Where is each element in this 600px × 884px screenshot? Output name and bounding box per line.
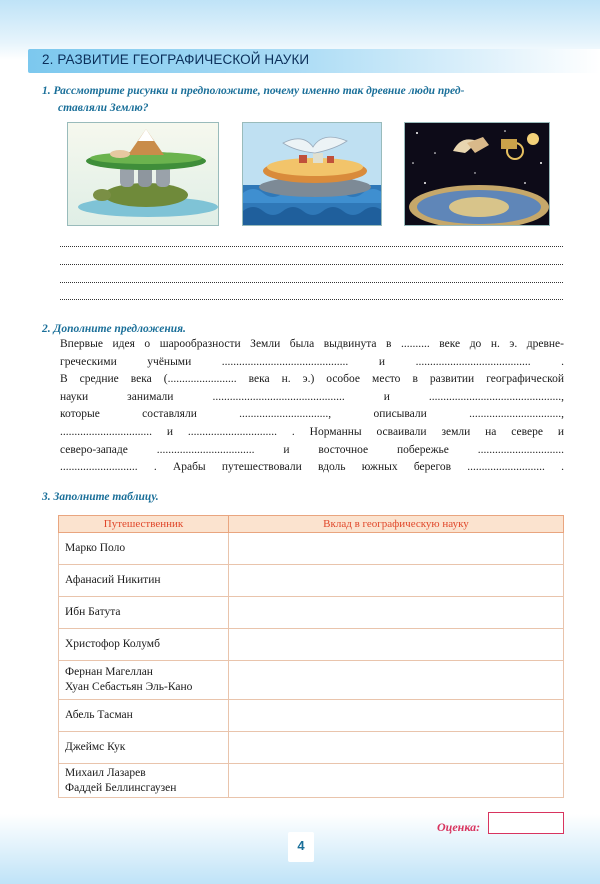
traveler-name xyxy=(59,533,229,565)
table-header-row xyxy=(59,516,564,533)
traveler-name-line1: Михаил Лазарев xyxy=(65,766,146,779)
task2-paragraph xyxy=(60,336,564,477)
task2-line: северо-западе .................................. и восточное побережье .............................. xyxy=(60,443,564,456)
task3-prompt xyxy=(42,489,572,506)
traveler-name-line1: Джеймс Кук xyxy=(65,741,126,753)
task2-line: В средние века (........................ века н. э.) особое место в развитии географической xyxy=(60,373,564,386)
traveler-name xyxy=(59,700,229,732)
table-row xyxy=(59,661,564,700)
traveler-name-line1: Фернан Магеллан xyxy=(65,666,153,678)
traveler-name xyxy=(59,565,229,597)
task2-line: ........................... . Арабы путешествовали вдоль южных берегов ........................... . xyxy=(60,461,564,474)
contribution-cell[interactable] xyxy=(229,700,564,732)
traveler-name xyxy=(59,661,229,700)
task3-number: 3. xyxy=(42,491,51,503)
traveler-name-line1: Христофор Колумб xyxy=(65,638,160,650)
header-traveler: Путешественник xyxy=(59,516,229,533)
contribution-cell[interactable] xyxy=(229,533,564,565)
task3-title: Заполните таблицу. xyxy=(53,491,159,503)
answer-line[interactable] xyxy=(60,264,563,265)
header-contribution: Вклад в географическую науку xyxy=(229,516,564,533)
contribution-cell[interactable] xyxy=(229,565,564,597)
traveler-name-line2: Фаддей Беллинсгаузен xyxy=(65,781,177,794)
section-title xyxy=(42,52,309,67)
contribution-cell[interactable] xyxy=(229,764,564,798)
table-row xyxy=(59,700,564,732)
task2-title: Дополните предложения. xyxy=(53,323,186,335)
earth-on-whales-image xyxy=(242,122,382,226)
contribution-cell[interactable] xyxy=(229,629,564,661)
section-title-text: РАЗВИТИЕ ГЕОГРАФИЧЕСКОЙ НАУКИ xyxy=(57,52,310,67)
answer-line[interactable] xyxy=(60,246,563,247)
task2-line: ................................ и ............................... . Норманны осваивали земли на севере и xyxy=(60,425,564,438)
table-row xyxy=(59,629,564,661)
sun-chariot-image xyxy=(404,122,550,226)
contribution-cell[interactable] xyxy=(229,732,564,764)
answer-line[interactable] xyxy=(60,282,563,283)
task1-images xyxy=(67,122,547,228)
table-row xyxy=(59,597,564,629)
section-number: 2. xyxy=(42,52,54,67)
traveler-name-line1: Абель Тасман xyxy=(65,709,133,721)
traveler-name-line1: Марко Поло xyxy=(65,542,126,554)
task2-line: науки занимали .............................................. и .............................................., xyxy=(60,390,564,403)
task1-line2: ставляли Землю? xyxy=(58,102,149,114)
grade-label: Оценка: xyxy=(437,820,481,834)
table-row xyxy=(59,533,564,565)
task2-number: 2. xyxy=(42,323,51,335)
task1-line1: Рассмотрите рисунки и предположите, почему именно так древние люди пред- xyxy=(53,85,465,97)
table-row xyxy=(59,764,564,798)
task2-line: которые составляли ..............................., описывали ................................, xyxy=(60,408,564,421)
traveler-name-line1: Афанасий Никитин xyxy=(65,574,161,586)
contribution-cell[interactable] xyxy=(229,661,564,700)
task2-line: греческими учёными ............................................ и ........................................ . xyxy=(60,355,564,368)
traveler-name-line2: Хуан Себастьян Эль-Кано xyxy=(65,681,193,693)
contribution-cell[interactable] xyxy=(229,597,564,629)
answer-line[interactable] xyxy=(60,299,563,300)
grade-input-box[interactable] xyxy=(488,812,564,834)
task2-line: Впервые идея о шарообразности Земли была выдвинута в .......... веке до н. э. древне- xyxy=(60,338,564,350)
travelers-table xyxy=(58,515,564,798)
earth-on-elephants-image xyxy=(67,122,219,226)
table-row xyxy=(59,732,564,764)
traveler-name xyxy=(59,732,229,764)
traveler-name-line1: Ибн Батута xyxy=(65,606,121,618)
page-number: 4 xyxy=(297,838,305,853)
task1-prompt xyxy=(42,83,572,117)
traveler-name xyxy=(59,597,229,629)
traveler-name xyxy=(59,629,229,661)
traveler-name xyxy=(59,764,229,798)
table-row xyxy=(59,565,564,597)
task1-number: 1. xyxy=(42,85,51,97)
